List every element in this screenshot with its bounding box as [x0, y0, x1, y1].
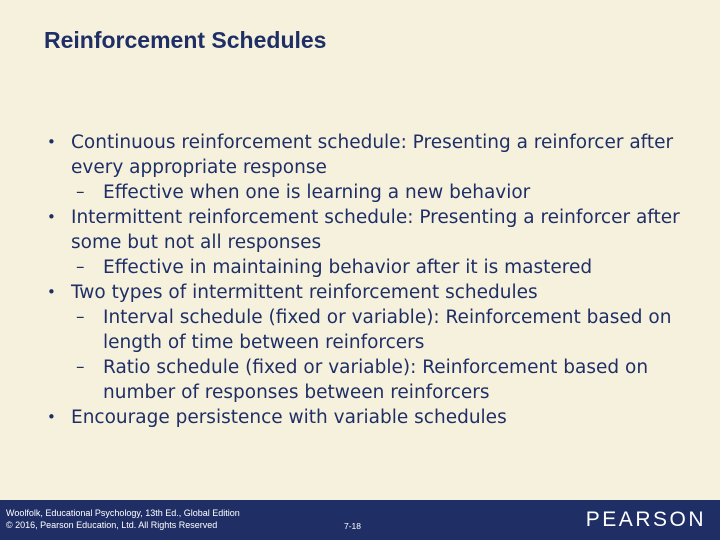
- pearson-logo: PEARSON: [585, 508, 706, 531]
- citation-line-1: Woolfolk, Educational Psychology, 13th Ed., Global Edition: [6, 508, 240, 518]
- sub-bullet-text: Interval schedule (fixed or variable): Reinforcement based on length of time between reinforcers: [103, 307, 672, 353]
- bullet-item: [47, 130, 681, 180]
- bullet-item: [47, 280, 681, 305]
- bullet-marker: •: [47, 133, 56, 151]
- dash-marker: –: [76, 357, 85, 377]
- sub-bullet-item: [76, 305, 678, 355]
- page-number: 7-18: [344, 521, 362, 531]
- bullet-marker: •: [47, 208, 56, 226]
- dash-marker: –: [76, 257, 85, 277]
- bullet-item: [47, 405, 681, 430]
- sub-bullet-item: [76, 255, 678, 280]
- sub-bullet-text: Ratio schedule (fixed or variable): Reinforcement based on number of responses between reinforcers: [103, 357, 649, 403]
- bullet-text: Encourage persistence with variable schedules: [71, 407, 507, 428]
- bullet-list: [0, 130, 720, 430]
- footer-bar: [0, 500, 720, 540]
- bullet-text: Two types of intermittent reinforcement schedules: [71, 282, 538, 303]
- sub-bullet-text: Effective in maintaining behavior after it is mastered: [103, 257, 593, 278]
- slide-title: Reinforcement Schedules: [44, 27, 327, 53]
- bullet-text: Continuous reinforcement schedule: Presenting a reinforcer after every appropriate response: [71, 132, 674, 178]
- bullet-text: Intermittent reinforcement schedule: Presenting a reinforcer after some but not all responses: [71, 207, 680, 253]
- bullet-marker: •: [47, 408, 56, 426]
- citation-line-2: © 2016, Pearson Education, Ltd. All Rights Reserved: [6, 520, 218, 530]
- bullet-item: [47, 205, 681, 255]
- footer-citation: [6, 507, 240, 531]
- sub-bullet-item: [76, 355, 678, 405]
- dash-marker: –: [76, 182, 85, 202]
- bullet-marker: •: [47, 283, 56, 301]
- sub-bullet-item: [76, 180, 678, 205]
- dash-marker: –: [76, 307, 85, 327]
- sub-bullet-text: Effective when one is learning a new behavior: [103, 182, 531, 203]
